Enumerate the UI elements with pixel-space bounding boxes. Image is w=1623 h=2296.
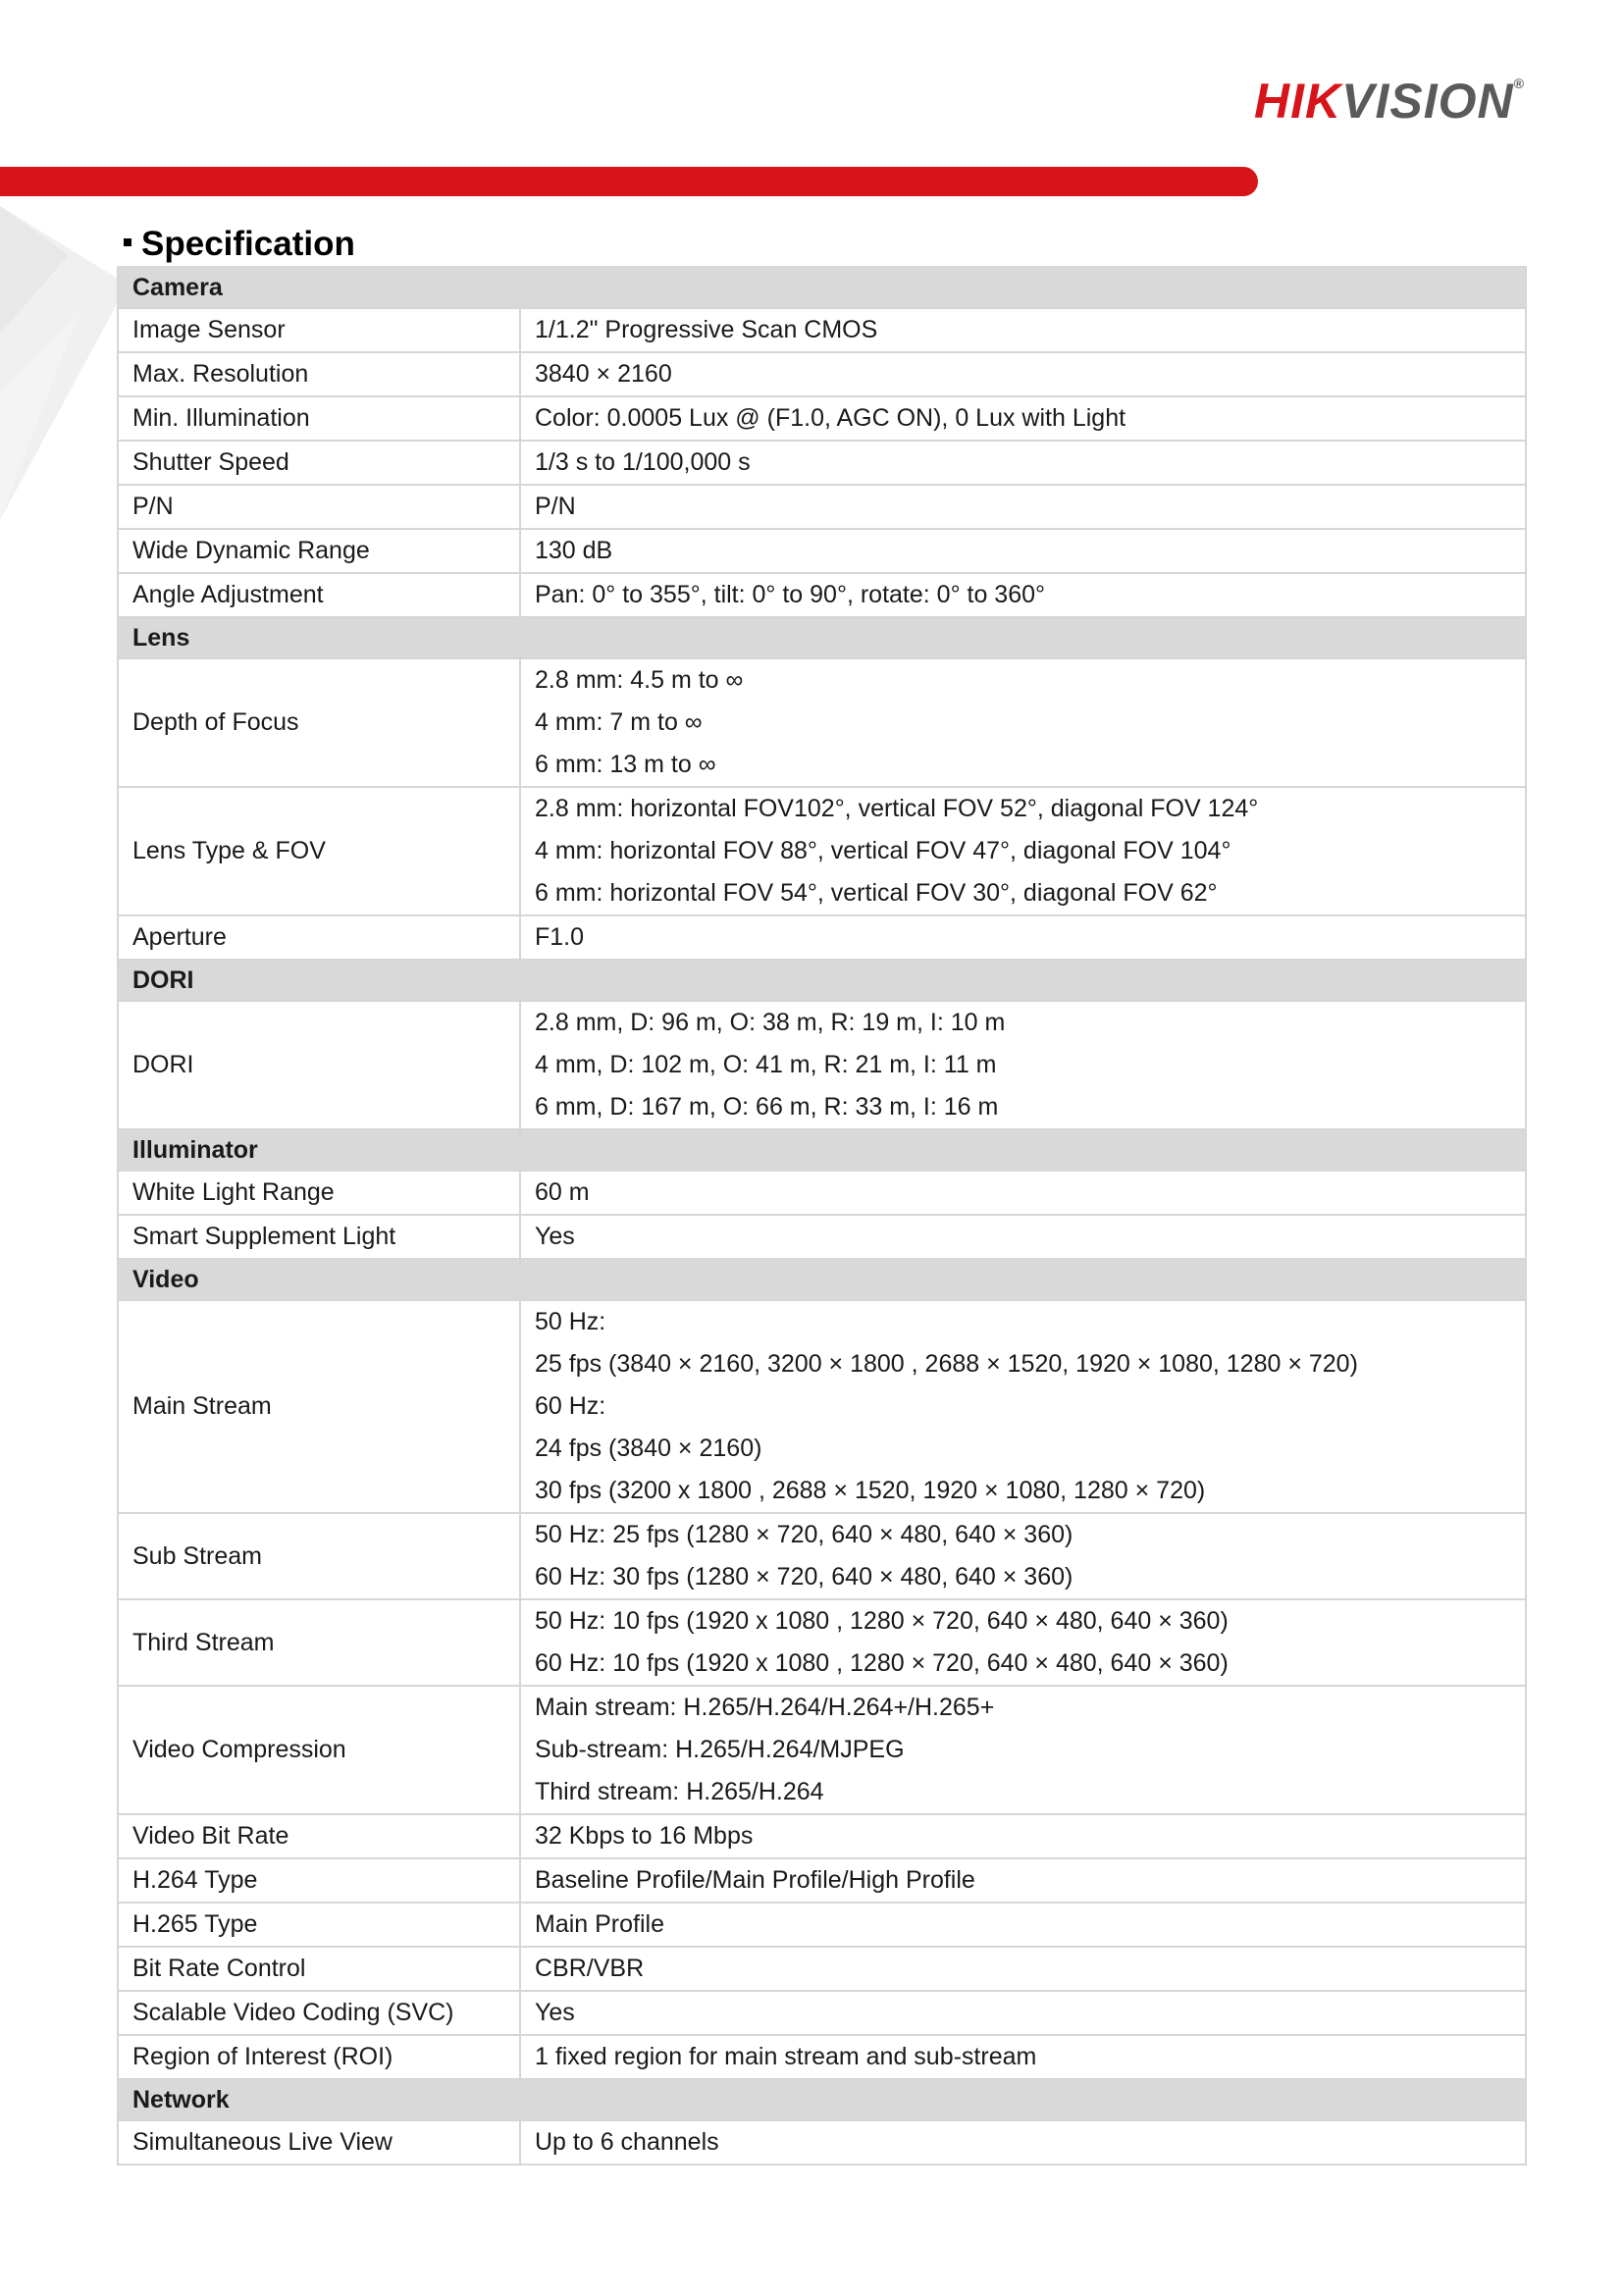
parameter-label: H.265 Type <box>118 1903 520 1947</box>
section-header-row <box>118 1259 1526 1300</box>
value-line: 24 fps (3840 × 2160) <box>535 1435 762 1462</box>
parameter-label: Scalable Video Coding (SVC) <box>118 1991 520 2035</box>
parameter-label: Bit Rate Control <box>118 1947 520 1991</box>
value-line: 2.8 mm, D: 96 m, O: 38 m, R: 19 m, I: 10 m <box>535 1009 1006 1036</box>
parameter-value <box>520 1215 1526 1259</box>
table-row <box>118 396 1526 441</box>
value-line: Color: 0.0005 Lux @ (F1.0, AGC ON), 0 Lux with Light <box>535 404 1126 432</box>
parameter-value <box>520 441 1526 485</box>
table-row <box>118 352 1526 396</box>
parameter-label: DORI <box>118 1001 520 1129</box>
table-row <box>118 658 1526 787</box>
parameter-label: Region of Interest (ROI) <box>118 2035 520 2079</box>
parameter-label: Image Sensor <box>118 308 520 352</box>
table-row <box>118 787 1526 915</box>
parameter-label: Aperture <box>118 915 520 960</box>
value-line: 1/1.2" Progressive Scan CMOS <box>535 316 878 343</box>
square-bullet-icon <box>124 238 131 246</box>
section-header: Video <box>118 1259 520 1300</box>
parameter-label: Max. Resolution <box>118 352 520 396</box>
section-header: Illuminator <box>118 1129 520 1171</box>
value-line: 4 mm, D: 102 m, O: 41 m, R: 21 m, I: 11 m <box>535 1051 997 1078</box>
table-row <box>118 573 1526 617</box>
table-row <box>118 1599 1526 1686</box>
parameter-value <box>520 1001 1526 1129</box>
table-row <box>118 915 1526 960</box>
value-line: 4 mm: horizontal FOV 88°, vertical FOV 47°, diagonal FOV 104° <box>535 837 1231 864</box>
value-line: 32 Kbps to 16 Mbps <box>535 1822 754 1850</box>
value-line: 4 mm: 7 m to ∞ <box>535 708 703 736</box>
value-line: 3840 × 2160 <box>535 360 672 388</box>
parameter-label: Angle Adjustment <box>118 573 520 617</box>
section-header-row <box>118 617 1526 658</box>
section-header-row <box>118 960 1526 1001</box>
parameter-label: P/N <box>118 485 520 529</box>
value-line: 50 Hz: 25 fps (1280 × 720, 640 × 480, 640 × 360) <box>535 1521 1073 1548</box>
table-row <box>118 485 1526 529</box>
parameter-value <box>520 1814 1526 1858</box>
logo-text-red: HIK <box>1254 74 1342 129</box>
table-row <box>118 1991 1526 2035</box>
parameter-value <box>520 1903 1526 1947</box>
section-header-spacer <box>520 2079 1526 2120</box>
parameter-label: Video Bit Rate <box>118 1814 520 1858</box>
section-header: Lens <box>118 617 520 658</box>
table-row <box>118 1171 1526 1215</box>
value-line: F1.0 <box>535 923 585 951</box>
parameter-value <box>520 1858 1526 1903</box>
header-red-bar <box>0 167 1258 196</box>
parameter-value <box>520 352 1526 396</box>
parameter-value <box>520 2120 1526 2165</box>
value-line: 6 mm, D: 167 m, O: 66 m, R: 33 m, I: 16 m <box>535 1093 999 1121</box>
value-line: 50 Hz: 10 fps (1920 x 1080 , 1280 × 720, 640 × 480, 640 × 360) <box>535 1607 1229 1635</box>
parameter-label: Video Compression <box>118 1686 520 1814</box>
value-line: 60 Hz: 10 fps (1920 x 1080 , 1280 × 720, 640 × 480, 640 × 360) <box>535 1649 1229 1677</box>
parameter-value <box>520 1171 1526 1215</box>
parameter-label: Shutter Speed <box>118 441 520 485</box>
parameter-label: Main Stream <box>118 1300 520 1513</box>
table-row <box>118 1513 1526 1599</box>
table-row <box>118 308 1526 352</box>
parameter-label: Simultaneous Live View <box>118 2120 520 2165</box>
specification-table-body <box>118 267 1526 2165</box>
value-line: Main stream: H.265/H.264/H.264+/H.265+ <box>535 1694 995 1721</box>
table-row <box>118 1001 1526 1129</box>
parameter-value <box>520 2035 1526 2079</box>
parameter-value <box>520 573 1526 617</box>
parameter-value <box>520 529 1526 573</box>
parameter-label: Smart Supplement Light <box>118 1215 520 1259</box>
value-line: 6 mm: horizontal FOV 54°, vertical FOV 30°, diagonal FOV 62° <box>535 879 1218 907</box>
parameter-value <box>520 1947 1526 1991</box>
table-row <box>118 2120 1526 2165</box>
value-line: Main Profile <box>535 1910 664 1938</box>
logo-text-gray: VISION <box>1341 74 1514 129</box>
value-line: Pan: 0° to 355°, tilt: 0° to 90°, rotate: 0° to 360° <box>535 581 1046 608</box>
value-line: Third stream: H.265/H.264 <box>535 1778 824 1805</box>
section-header-spacer <box>520 1259 1526 1300</box>
table-row <box>118 1947 1526 1991</box>
parameter-value <box>520 787 1526 915</box>
value-line: 6 mm: 13 m to ∞ <box>535 751 716 778</box>
section-header-spacer <box>520 267 1526 308</box>
section-header-row <box>118 2079 1526 2120</box>
section-header-row <box>118 1129 1526 1171</box>
parameter-label: Min. Illumination <box>118 396 520 441</box>
section-header-row <box>118 267 1526 308</box>
parameter-value <box>520 1513 1526 1599</box>
value-line: 60 m <box>535 1178 590 1206</box>
value-line: Yes <box>535 1223 575 1250</box>
parameter-value <box>520 485 1526 529</box>
section-header-spacer <box>520 960 1526 1001</box>
parameter-value <box>520 308 1526 352</box>
table-row <box>118 1300 1526 1513</box>
value-line: CBR/VBR <box>535 1955 645 1982</box>
value-line: Sub-stream: H.265/H.264/MJPEG <box>535 1736 905 1763</box>
section-header-spacer <box>520 617 1526 658</box>
table-row <box>118 1858 1526 1903</box>
section-header: DORI <box>118 960 520 1001</box>
parameter-label: Sub Stream <box>118 1513 520 1599</box>
page-title <box>124 222 355 267</box>
parameter-value <box>520 1599 1526 1686</box>
table-row <box>118 1215 1526 1259</box>
parameter-value <box>520 915 1526 960</box>
section-header: Network <box>118 2079 520 2120</box>
table-row <box>118 529 1526 573</box>
parameter-label: Wide Dynamic Range <box>118 529 520 573</box>
value-line: 2.8 mm: horizontal FOV102°, vertical FOV 52°, diagonal FOV 124° <box>535 795 1259 822</box>
table-row <box>118 1903 1526 1947</box>
value-line: 30 fps (3200 x 1800 , 2688 × 1520, 1920 × 1080, 1280 × 720) <box>535 1477 1206 1504</box>
parameter-label: White Light Range <box>118 1171 520 1215</box>
hikvision-logo <box>1254 74 1525 129</box>
table-row <box>118 1686 1526 1814</box>
specification-table <box>117 266 1527 2166</box>
parameter-value <box>520 658 1526 787</box>
parameter-value <box>520 1300 1526 1513</box>
page-title-text: Specification <box>141 225 355 263</box>
value-line: 25 fps (3840 × 2160, 3200 × 1800 , 2688 × 1520, 1920 × 1080, 1280 × 720) <box>535 1350 1358 1378</box>
section-header-spacer <box>520 1129 1526 1171</box>
parameter-label: Depth of Focus <box>118 658 520 787</box>
parameter-label: Lens Type & FOV <box>118 787 520 915</box>
value-line: 60 Hz: <box>535 1392 606 1420</box>
parameter-label: Third Stream <box>118 1599 520 1686</box>
value-line: P/N <box>535 493 576 520</box>
table-row <box>118 1814 1526 1858</box>
parameter-value <box>520 1686 1526 1814</box>
value-line: 1 fixed region for main stream and sub-stream <box>535 2043 1037 2070</box>
logo-registered-mark: ® <box>1513 76 1525 91</box>
value-line: 50 Hz: <box>535 1308 606 1335</box>
value-line: 60 Hz: 30 fps (1280 × 720, 640 × 480, 640 × 360) <box>535 1563 1073 1591</box>
value-line: 2.8 mm: 4.5 m to ∞ <box>535 666 744 694</box>
parameter-value <box>520 396 1526 441</box>
table-row <box>118 2035 1526 2079</box>
value-line: 130 dB <box>535 537 613 564</box>
value-line: Yes <box>535 1999 575 2026</box>
section-header: Camera <box>118 267 520 308</box>
value-line: Baseline Profile/Main Profile/High Profile <box>535 1866 975 1894</box>
value-line: 1/3 s to 1/100,000 s <box>535 448 751 476</box>
parameter-value <box>520 1991 1526 2035</box>
table-row <box>118 441 1526 485</box>
parameter-label: H.264 Type <box>118 1858 520 1903</box>
value-line: Up to 6 channels <box>535 2128 719 2156</box>
